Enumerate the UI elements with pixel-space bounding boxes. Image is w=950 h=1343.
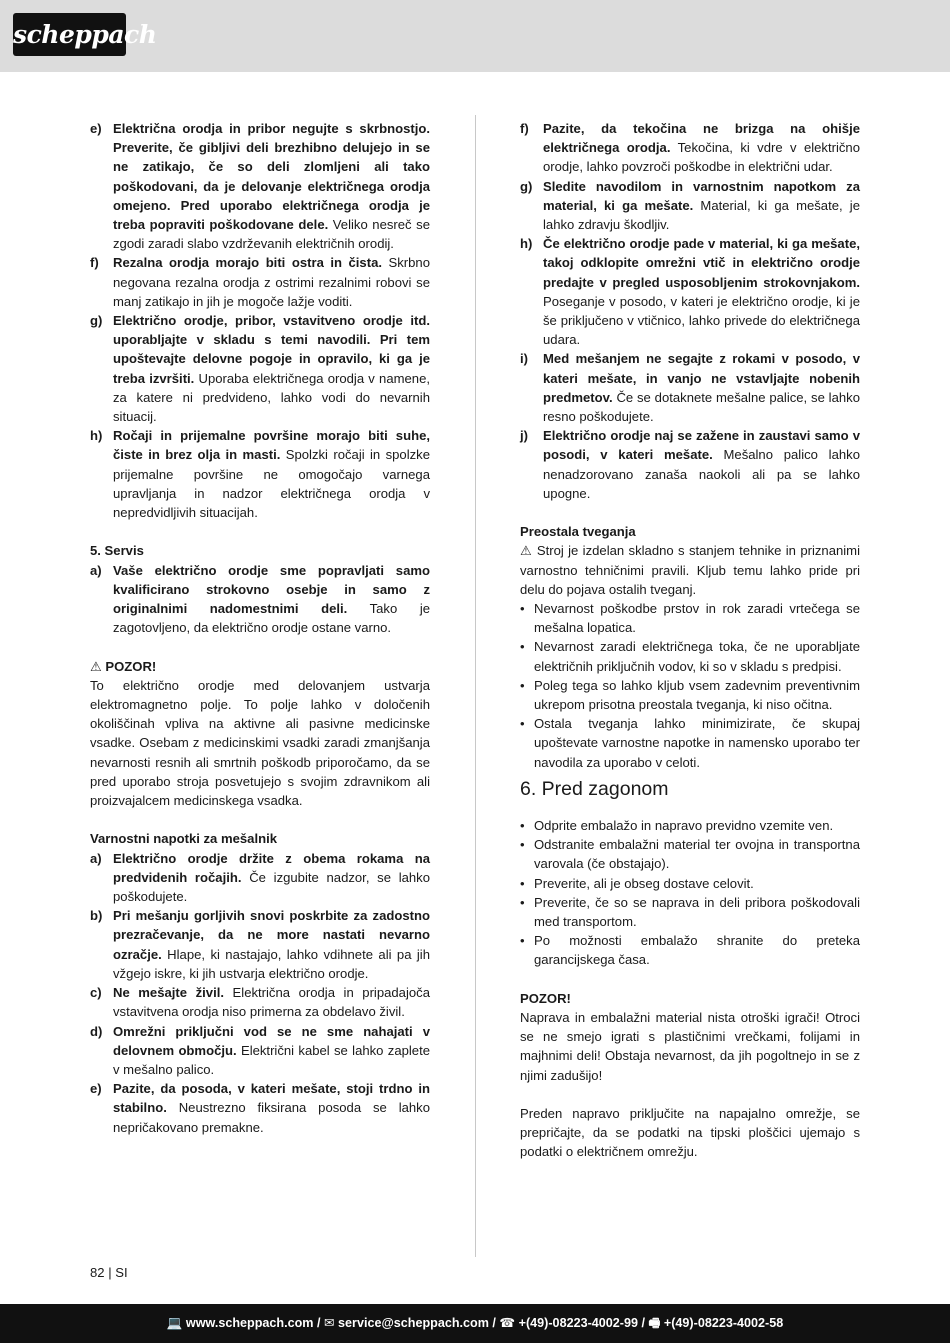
header-bar: [0, 0, 950, 72]
bullet-icon: •: [520, 601, 525, 617]
bullet-icon: •: [520, 894, 525, 910]
list-item: • Preverite, ali je obseg dostave celovit.: [520, 874, 860, 893]
bullet-icon: •: [520, 875, 525, 891]
bullet-icon: •: [520, 837, 525, 853]
list-item: • Poleg tega so lahko kljub vsem zadevnim preventivnim ukrepom prisotna preostala tveganja, ki niso očitna.: [520, 677, 860, 713]
column-divider: [475, 115, 476, 1257]
final-note: Preden napravo priključite na napajalno omrežje, se prepričajte, da se podatki na tipski ploščici ujemajo s podatki o električnem omrežju.: [520, 1105, 860, 1160]
list-item: • Po možnosti embalažo shranite do preteka garancijskega časa.: [520, 933, 860, 968]
list-item: h) Če električno orodje pade v material, ki ga mešate, takoj odklopite omrežni vtič in električno orodje predajte v pregled usposobljenim strokovnjakom. Poseganje v posodo, v kateri je električno orodje, ki je še priključeno v vtičnico, lahko privede do električnega udara.: [520, 236, 860, 348]
list-item: c) Ne mešajte živil. Električna orodja in pripadajoča vstavitvena orodja niso primerna za obdelavo živil.: [90, 985, 430, 1020]
residual-risks-text: ⚠ Stroj je izdelan skladno s stanjem tehnike in priznanimi varnostno tehničnimi pravili. Kljub temu lahko pride pri delu do pojava ostalih tveganj.: [520, 543, 860, 597]
list-item: e) Električna orodja in pribor negujte s skrbnostjo. Preverite, če gibljivi deli brezhibno delujejo in se ne zatikajo, če so deli zlomljeni ali tako poškodovani, da je delovanje električnega orodja omejeno. Pred uporabo električnega orodja je treba popraviti poškodovane dele. Veliko nesreč se zgodi zaradi slabo vzdrževanih električnih orodij.: [90, 121, 430, 252]
list-item: f) Pazite, da tekočina ne brizga na ohišje električnega orodja. Tekočina, ki vdre v električno orodje, lahko povzroči poškodbe in električni udar.: [520, 121, 860, 175]
bullet-icon: •: [520, 639, 525, 655]
section-title: 6. Pred zagonom: [520, 777, 669, 800]
warning-text-2: Naprava in embalažni material nista otroški igrači! Otroci se ne smejo igrati s plastičnimi vrečkami, folijami in majhnimi deli! Obstaja nevarnost, da jih pogoltnejo in se z njimi zadušijo!: [520, 1009, 860, 1083]
list-item: i) Med mešanjem ne segajte z rokami v posodo, v kateri mešate, in vanjo ne vstavljajte nobenih predmetov. Če se dotaknete mešalne palice, se lahko resno poškodujete.: [520, 351, 860, 425]
page-number: 82 | SI: [90, 1265, 128, 1280]
list-item: • Nevarnost zaradi električnega toka, če ne uporabljate električnih priključnih vodov, ki so v skladu s predpisi.: [520, 639, 860, 674]
list-item: b) Pri mešanju gorljivih snovi poskrbite za zadostno prezračevanje, da ne more nastati nevarno ozračje. Hlape, ki nastajajo, lahko vdihnete ali pa jih vžgejo iskre, ki jih ustvarja električno orodje.: [90, 908, 430, 981]
mixer-safety-items: [90, 849, 430, 1137]
list-item: • Odstranite embalažni material ter ovojna in transportna varovala (če obstajajo).: [520, 837, 860, 872]
bullet-icon: •: [520, 933, 525, 949]
footer-bar: [0, 1304, 950, 1343]
list-item: f) Rezalna orodja morajo biti ostra in čista. Skrbno negovana rezalna orodja z ostrimi rezalnimi robovi se manj zatikajo in jih je mogoče lažje voditi.: [90, 255, 430, 309]
list-item: a) Električno orodje držite z obema rokama na predvidenih ročajih. Če izgubite nadzor, se lahko poškodujete.: [90, 850, 431, 905]
list-item: g) Sledite navodilom in varnostnim napotkom za material, ki ga mešate. Material, ki ga mešate, je lahko zdravju škodljiv.: [520, 178, 860, 233]
residual-risks-heading: Preostala tveganja: [520, 524, 636, 540]
list-item: • Preverite, če so se naprava in deli pribora poškodovali med transportom.: [520, 894, 860, 929]
list-item: • Odprite embalažo in napravo previdno vzemite ven.: [520, 816, 860, 835]
care-items: [90, 119, 430, 522]
list-item: e) Pazite, da posoda, v kateri mešate, stoji trdno in stabilno. Neustrezno fiksirana posoda se lahko nepričakovano premakne.: [90, 1081, 430, 1135]
warning-heading-2: POZOR!: [520, 990, 571, 1006]
list-item: d) Omrežni priključni vod se ne sme nahajati v delovnem območju. Električni kabel se lahko zaplete v mešalno palico.: [90, 1023, 431, 1077]
bullet-icon: •: [520, 817, 525, 833]
mixer-safety-items-continued: [520, 119, 860, 503]
warning-heading: ⚠ POZOR!: [90, 658, 157, 674]
list-item: j) Električno orodje naj se zažene in zaustavi samo v posodi, v kateri mešate. Mešalno palico lahko nenadzorovano zanaša naokoli ali pa se lahko upogne.: [520, 428, 860, 501]
servis-heading: 5. Servis: [90, 543, 144, 559]
mixer-safety-heading: Varnostni napotki za mešalnik: [90, 831, 278, 847]
list-item: a) Vaše električno orodje sme popravljati samo kvalificirano strokovno osebje in samo z originalnimi nadomestnimi deli. Tako je zagotovljeno, da električno orodje ostane varno.: [90, 562, 431, 636]
bullet-icon: •: [520, 677, 525, 693]
brand-logo: scheppach: [13, 13, 126, 56]
list-item: g) Električno orodje, pribor, vstavitveno orodje itd. uporabljajte v skladu s temi navodili. Pri tem upoštevajte delovne pogoje in opravilo, ki ga je treba izvršiti. Uporaba električnega orodja v namene, za katere ni predvideno, lahko vodi do nevarnih situacij.: [90, 313, 430, 425]
footer-contacts: 💻 www.scheppach.com / ✉ service@scheppach.com / ☎ +(49)-08223-4002-99 / 🖷 +(49)-08223-4002-58: [166, 1316, 784, 1330]
residual-risks-list: [520, 599, 860, 772]
before-start-list: [520, 816, 860, 970]
list-item: h) Ročaji in prijemalne površine morajo biti suhe, čiste in brez olja in masti. Spolzki ročaji in spolzke prijemalne površine ne omogočajo varnega upravljanja in nadzor električnega orodja v nepredvidljivih situacijah.: [90, 428, 430, 521]
right-column: [520, 119, 860, 1162]
warning-text: To električno orodje med delovanjem ustvarja elektromagnetno polje. To polje lahko v določenih okoliščinah vpliva na aktivne ali pasivne medicinske vsadke. Osebam z medicinskimi vsadki zaradi zmanjšanja nevarnosti resnih ali smrtnih poškodb priporočamo, da se pred uporabo stroja posvetujejo s svojim zdravnikom ali proizvajalcem medicinskega vsadka.: [90, 677, 430, 809]
bullet-icon: •: [520, 716, 525, 732]
list-item: • Ostala tveganja lahko minimizirate, če skupaj upoštevate varnostne napotke in namensko uporabo ter navodila za uporabo v celoti.: [520, 716, 860, 770]
left-column: [90, 119, 430, 1137]
list-item: • Nevarnost poškodbe prstov in rok zaradi vrtečega se mešalna lopatica.: [520, 601, 860, 636]
